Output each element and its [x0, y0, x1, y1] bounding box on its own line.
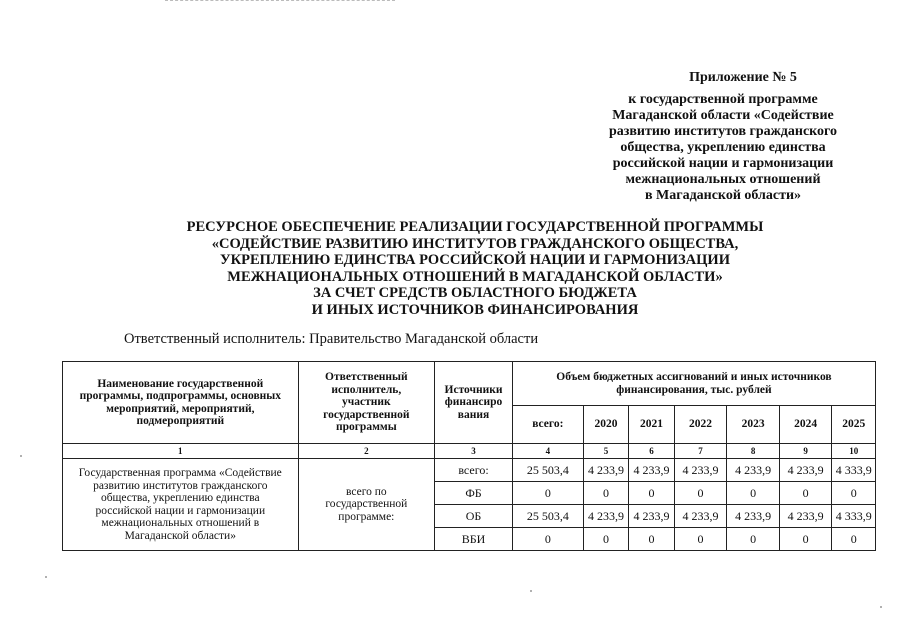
- scan-speck: [530, 590, 532, 592]
- year-cell: 0: [629, 528, 675, 551]
- year-cell: 0: [583, 482, 629, 505]
- scan-speck: [45, 576, 47, 578]
- year-cell: 0: [779, 528, 832, 551]
- year-cell: 0: [727, 528, 780, 551]
- year-cell: 4 233,9: [674, 505, 727, 528]
- title-line: МЕЖНАЦИОНАЛЬНЫХ ОТНОШЕНИЙ В МАГАДАНСКОЙ ОБЛАСТИ»: [227, 268, 723, 285]
- title-line: ЗА СЧЕТ СРЕДСТВ ОБЛАСТНОГО БЮДЖЕТА: [313, 285, 637, 301]
- header-executor: Ответственный исполнитель, участник государственной программы: [298, 362, 435, 444]
- year-cell: 4 233,9: [779, 505, 832, 528]
- appendix-line: в Магаданской области»: [644, 188, 802, 203]
- column-number: 5: [583, 444, 629, 459]
- header-year: 2022: [674, 406, 727, 444]
- total-cell: 25 503,4: [512, 459, 583, 482]
- year-cell: 0: [832, 482, 876, 505]
- year-cell: 4 333,9: [832, 459, 876, 482]
- year-cell: 0: [727, 482, 780, 505]
- year-cell: 4 233,9: [629, 459, 675, 482]
- column-number: 8: [727, 444, 780, 459]
- year-cell: 0: [629, 482, 675, 505]
- header-volume: Объем бюджетных ассигнований и иных источников финансирования, тыс. рублей: [512, 362, 875, 406]
- column-number: 3: [435, 444, 513, 459]
- year-cell: 4 233,9: [727, 505, 780, 528]
- year-cell: 4 233,9: [779, 459, 832, 482]
- scan-speck: [20, 455, 22, 457]
- source-cell: ВБИ: [435, 528, 513, 551]
- title-line: «СОДЕЙСТВИЕ РАЗВИТИЮ ИНСТИТУТОВ ГРАЖДАНСКОГО ОБЩЕСТВА,: [211, 235, 739, 252]
- column-number: 9: [779, 444, 832, 459]
- header-sources: Источники финансиро вания: [435, 362, 513, 444]
- year-cell: 4 233,9: [583, 459, 629, 482]
- header-total: всего:: [512, 406, 583, 444]
- header-name: Наименование государственной программы, подпрограммы, основных мероприятий, мероприятий, подмероприятий: [63, 362, 299, 444]
- document-title: [100, 219, 850, 318]
- total-cell: 0: [512, 482, 583, 505]
- appendix-line: межнациональных отношений: [625, 172, 821, 187]
- scan-top-line: [165, 0, 395, 2]
- header-year: 2023: [727, 406, 780, 444]
- appendix-line: российской нации и гармонизации: [612, 156, 834, 171]
- total-cell: 25 503,4: [512, 505, 583, 528]
- year-cell: 0: [583, 528, 629, 551]
- year-cell: 0: [832, 528, 876, 551]
- header-year: 2024: [779, 406, 832, 444]
- appendix-line: общества, укреплению единства: [620, 140, 826, 155]
- title-line: И ИНЫХ ИСТОЧНИКОВ ФИНАНСИРОВАНИЯ: [311, 301, 639, 318]
- executor-value: всего по государственной программе:: [298, 459, 435, 551]
- header-year: 2025: [832, 406, 876, 444]
- column-number: 7: [674, 444, 727, 459]
- column-number: 10: [832, 444, 876, 459]
- source-cell: ФБ: [435, 482, 513, 505]
- source-cell: ОБ: [435, 505, 513, 528]
- column-number: 6: [629, 444, 675, 459]
- column-number: 4: [512, 444, 583, 459]
- title-line: УКРЕПЛЕНИЮ ЕДИНСТВА РОССИЙСКОЙ НАЦИИ И ГАРМОНИЗАЦИИ: [220, 252, 730, 268]
- header-year: 2020: [583, 406, 629, 444]
- appendix-number: Приложение № 5: [689, 70, 797, 85]
- title-line: РЕСУРСНОЕ ОБЕСПЕЧЕНИЕ РЕАЛИЗАЦИИ ГОСУДАРСТВЕННОЙ ПРОГРАММЫ: [186, 219, 764, 235]
- program-name: Государственная программа «Содействие развитию институтов гражданского общества, укреплению единства российской нации и гармонизации межнациональных отношений в Магаданской области»: [63, 459, 299, 551]
- source-cell: всего:: [435, 459, 513, 482]
- column-number: 1: [63, 444, 299, 459]
- year-cell: 0: [674, 482, 727, 505]
- year-cell: 4 333,9: [832, 505, 876, 528]
- scan-speck: [880, 606, 882, 608]
- total-cell: 0: [512, 528, 583, 551]
- year-cell: 0: [674, 528, 727, 551]
- year-cell: 4 233,9: [583, 505, 629, 528]
- year-cell: 4 233,9: [629, 505, 675, 528]
- header-year: 2021: [629, 406, 675, 444]
- year-cell: 4 233,9: [674, 459, 727, 482]
- year-cell: 4 233,9: [727, 459, 780, 482]
- appendix-line: к государственной программе: [628, 92, 818, 107]
- year-cell: 0: [779, 482, 832, 505]
- responsible-executor: Ответственный исполнитель: Правительство Магаданской области: [124, 331, 539, 347]
- column-number: 2: [298, 444, 435, 459]
- appendix-line: Магаданской области «Содействие: [612, 108, 834, 123]
- appendix-line: развитию институтов гражданского: [608, 124, 838, 139]
- resource-table: [62, 361, 876, 551]
- appendix-block: [588, 70, 858, 204]
